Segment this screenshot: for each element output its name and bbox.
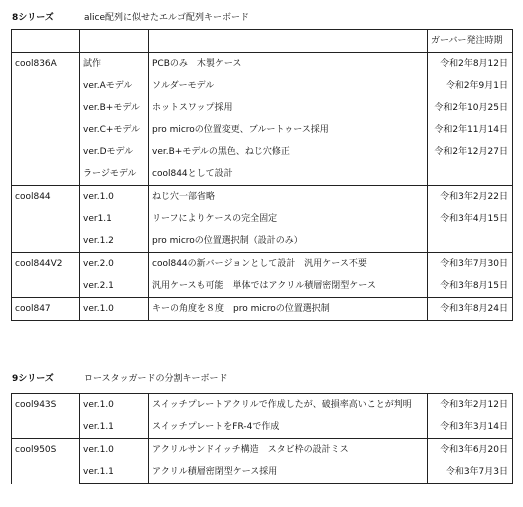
version-cell: ver.1.0 — [80, 298, 149, 321]
table-row — [12, 394, 513, 417]
series-9-table — [11, 393, 513, 484]
version-cell: ver.1.0 — [80, 439, 149, 462]
note-cell: PCBのみ 木製ケース — [149, 53, 428, 76]
table-row — [12, 416, 513, 439]
series-name: 9シリーズ — [12, 374, 54, 384]
section-title-8-series — [12, 10, 249, 26]
table-row — [12, 208, 513, 230]
date-cell: 令和3年8月24日 — [428, 298, 513, 321]
table-row — [12, 186, 513, 209]
model-cell: cool943S — [12, 394, 80, 439]
model-cell: cool844V2 — [12, 253, 80, 298]
table-row — [12, 119, 513, 141]
note-cell: スイッチプレートをFR-4で作成 — [149, 416, 428, 439]
version-cell: ver.1.2 — [80, 230, 149, 253]
model-cell: cool847 — [12, 298, 80, 321]
version-cell: ver.1.1 — [80, 416, 149, 439]
note-cell: cool844として設計 — [149, 163, 428, 186]
table-row — [12, 461, 513, 484]
date-cell: 令和2年8月12日 — [428, 53, 513, 76]
header-cell-version — [80, 30, 149, 53]
date-cell: 令和2年11月14日 — [428, 119, 513, 141]
date-cell: 令和3年8月15日 — [428, 275, 513, 298]
series-8-table — [11, 29, 513, 321]
section-title-9-series — [12, 371, 228, 387]
model-cell: cool844 — [12, 186, 80, 253]
note-cell: ホットスワップ採用 — [149, 97, 428, 119]
table-row — [12, 75, 513, 97]
date-cell: 令和3年7月30日 — [428, 253, 513, 276]
model-cell: cool836A — [12, 53, 80, 186]
note-cell: pro microの位置変更、ブルートゥース採用 — [149, 119, 428, 141]
date-cell: 令和2年10月25日 — [428, 97, 513, 119]
note-cell: アクリル積層密閉型ケース採用 — [149, 461, 428, 484]
header-cell-model — [12, 30, 80, 53]
note-cell: ねじ穴一部省略 — [149, 186, 428, 209]
version-cell: ver.2.0 — [80, 253, 149, 276]
note-cell: 汎用ケースも可能 単体ではアクリル積層密閉型ケース — [149, 275, 428, 298]
date-cell: 令和3年2月12日 — [428, 394, 513, 417]
table-row — [12, 53, 513, 76]
note-cell: pro microの位置選択制（設計のみ） — [149, 230, 428, 253]
table-row — [12, 230, 513, 253]
date-cell: 令和3年2月22日 — [428, 186, 513, 209]
table-row — [12, 275, 513, 298]
note-cell: ソルダーモデル — [149, 75, 428, 97]
date-cell — [428, 230, 513, 253]
series-name: 8シリーズ — [12, 13, 54, 23]
version-cell: ver.2.1 — [80, 275, 149, 298]
version-cell: ver.C+モデル — [80, 119, 149, 141]
note-cell: アクリルサンドイッチ構造 スタビ枠の設計ミス — [149, 439, 428, 462]
date-cell — [428, 163, 513, 186]
version-cell: ver.1.1 — [80, 461, 149, 484]
table-row — [12, 298, 513, 321]
date-cell: 令和3年7月3日 — [428, 461, 513, 484]
date-cell: 令和3年3月14日 — [428, 416, 513, 439]
version-cell: ver.1.0 — [80, 394, 149, 417]
note-cell: スイッチプレートアクリルで作成したが、破損率高いことが判明 — [149, 394, 428, 417]
table-header-row — [12, 30, 513, 53]
note-cell: ver.B+モデルの黒色、ねじ穴修正 — [149, 141, 428, 163]
date-cell: 令和3年6月20日 — [428, 439, 513, 462]
version-cell: ラージモデル — [80, 163, 149, 186]
series-description: alice配列に似せたエルゴ配列キーボード — [84, 13, 250, 23]
header-cell-date: ガーバー発注時期 — [428, 30, 513, 53]
series-description: ロースタッガードの分割キーボード — [84, 374, 228, 384]
note-cell: キーの角度を８度 pro microの位置選択制 — [149, 298, 428, 321]
table-row — [12, 253, 513, 276]
version-cell: ver.B+モデル — [80, 97, 149, 119]
table-row — [12, 141, 513, 163]
table-row — [12, 97, 513, 119]
version-cell: ver.1.0 — [80, 186, 149, 209]
version-cell: ver.Aモデル — [80, 75, 149, 97]
model-cell: cool950S — [12, 439, 80, 484]
version-cell: 試作 — [80, 53, 149, 76]
note-cell: リーフによりケースの完全固定 — [149, 208, 428, 230]
date-cell: 令和2年12月27日 — [428, 141, 513, 163]
date-cell: 令和3年4月15日 — [428, 208, 513, 230]
table-row — [12, 163, 513, 186]
table-row — [12, 439, 513, 462]
header-cell-note — [149, 30, 428, 53]
version-cell: ver.Dモデル — [80, 141, 149, 163]
date-cell: 令和2年9月1日 — [428, 75, 513, 97]
version-cell: ver1.1 — [80, 208, 149, 230]
note-cell: cool844の新バージョンとして設計 汎用ケース不要 — [149, 253, 428, 276]
